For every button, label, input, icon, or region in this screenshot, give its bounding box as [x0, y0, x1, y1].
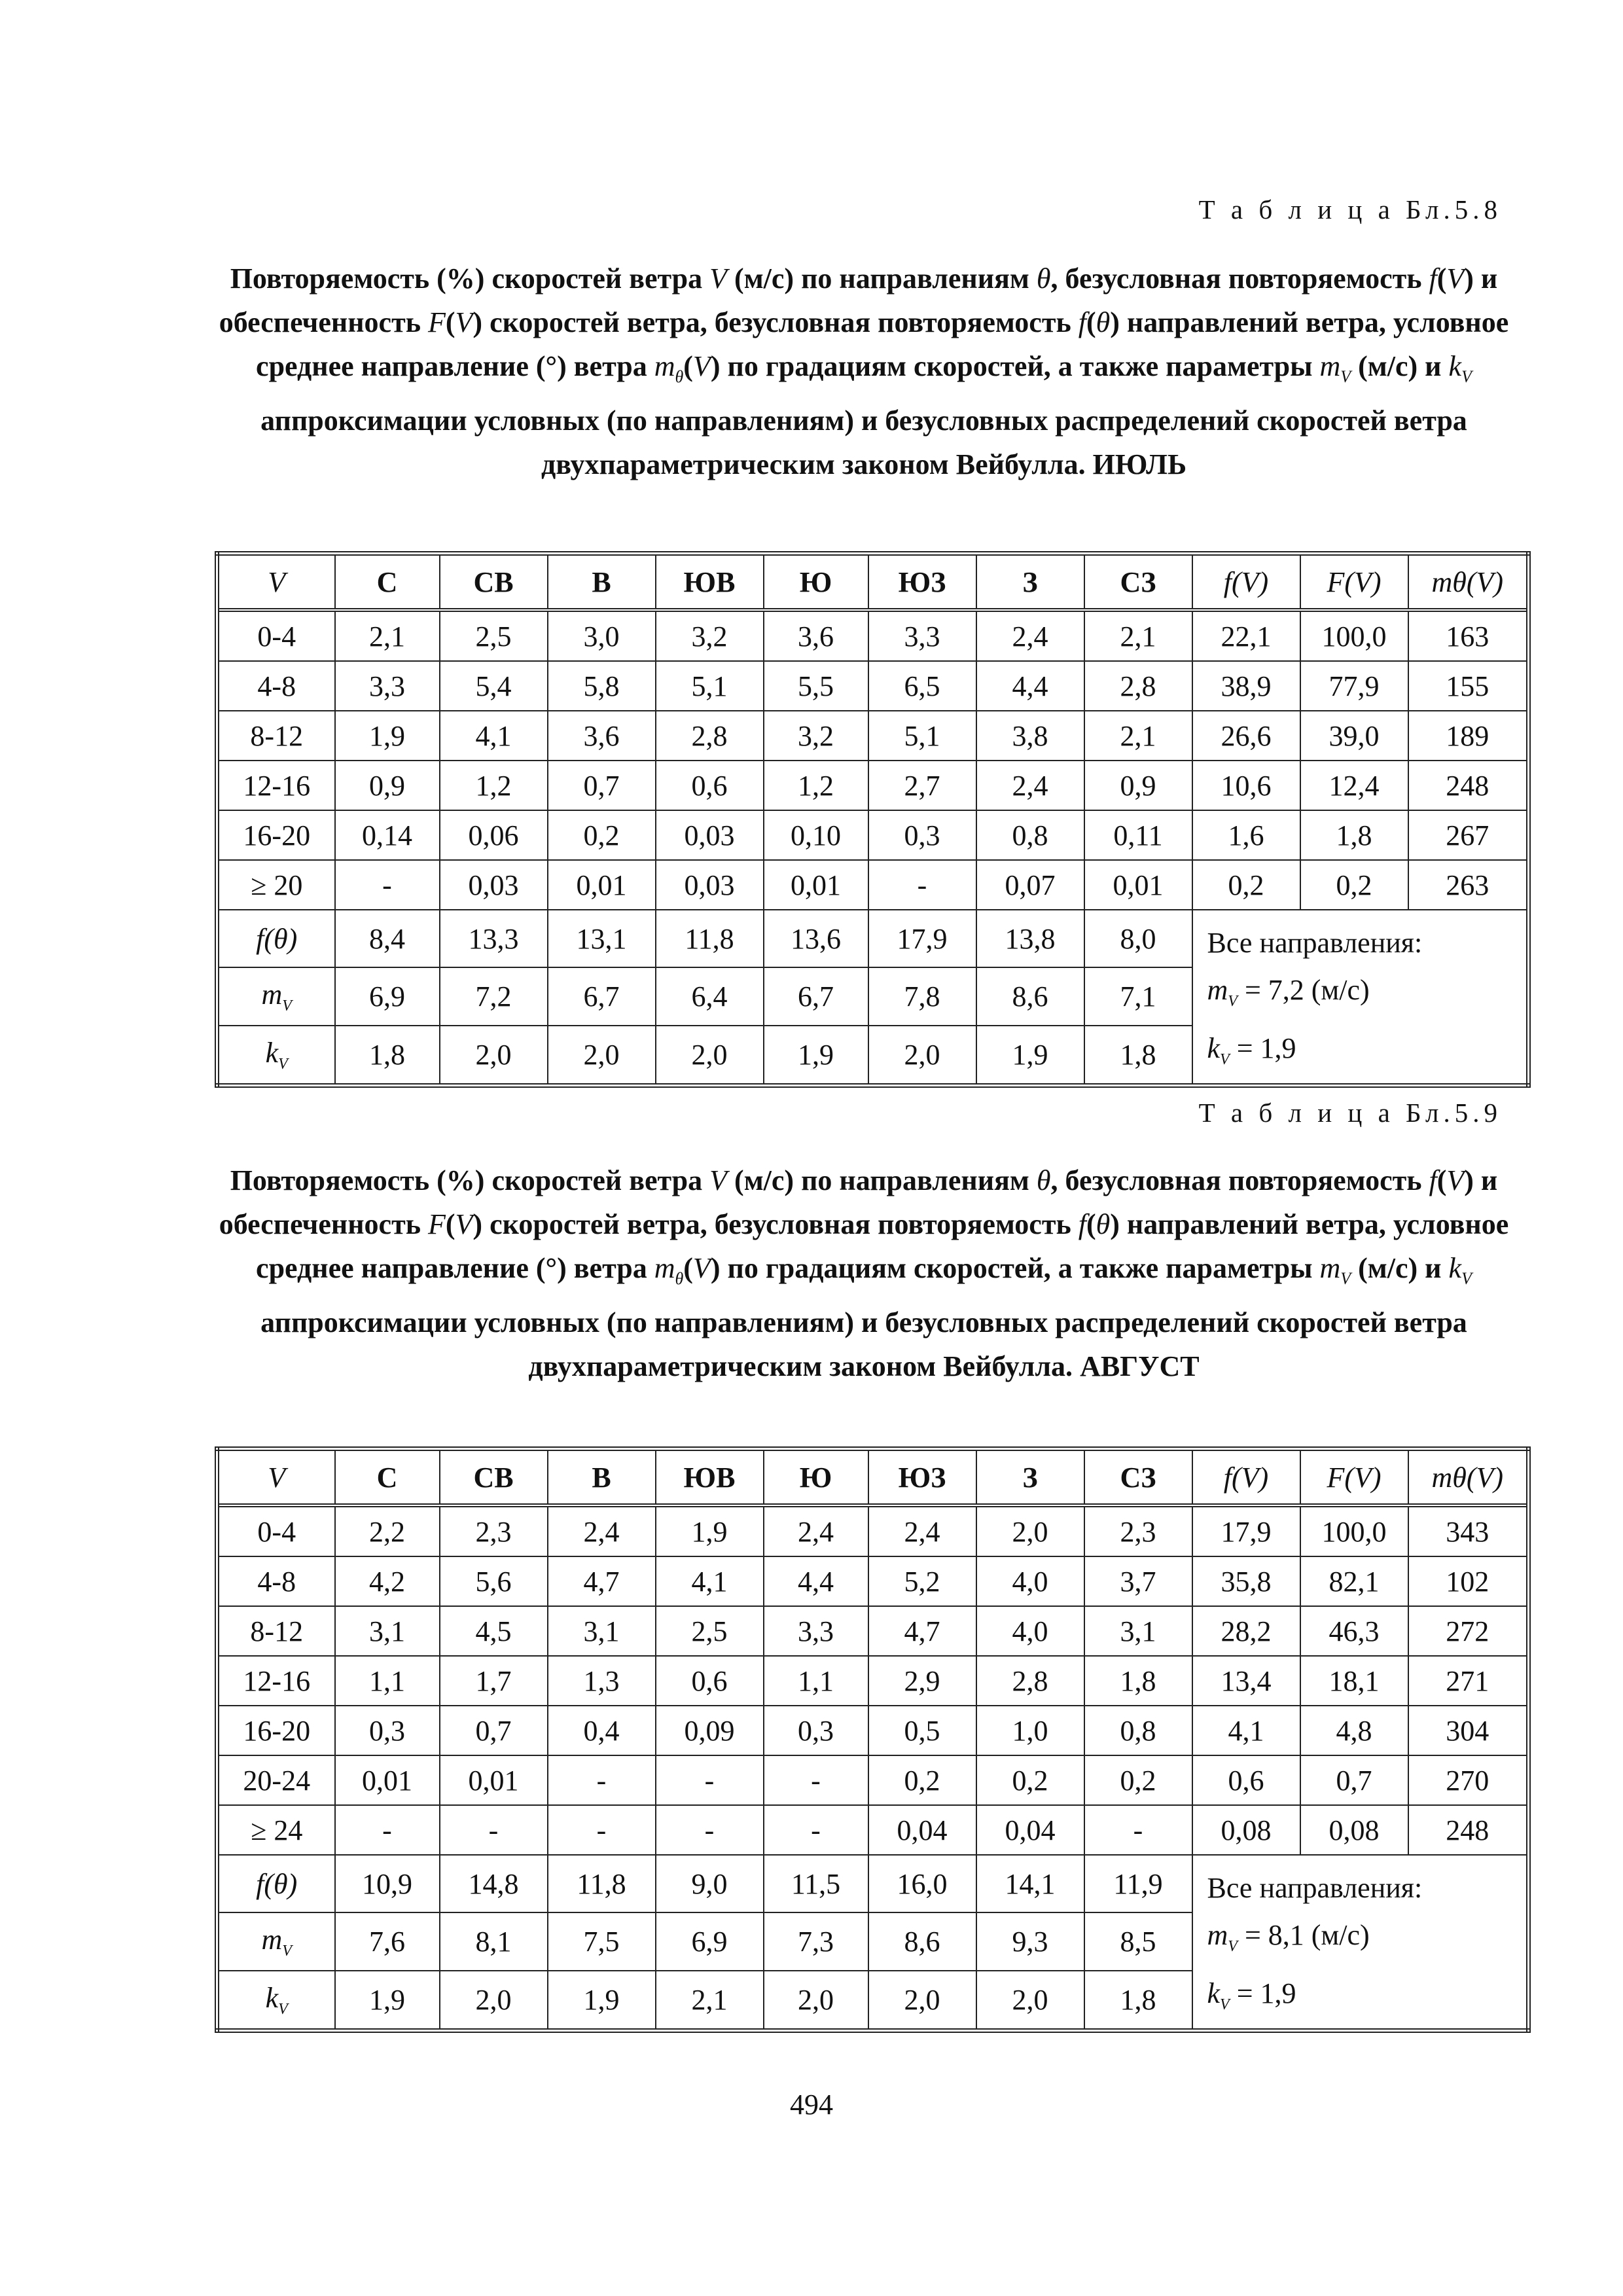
table-heading: Повторяемость (%) скоростей ветра V (м/с) по направлениям θ, безусловная повторяемость f(V) и обеспеченность F(V) скоростей ветра, безусловная повторяемость f(θ) направлений ветра, условное среднее направление (°) ветра $m_\theta(V)$ по градациям скоростей, а также параметры $m_V$ (м/с) и $k_V$ аппроксимации условных (по направлениям) и безусловных распределений скоростей ветра двухпараметрическим законом Вейбулла. ИЮЛЬ	[219, 262, 1509, 480]
row-label: f(θ)	[217, 910, 335, 967]
table-cell: 13,6	[764, 910, 868, 967]
row-label: $m_V$	[217, 1912, 335, 1970]
table-cell: 8,1	[440, 1912, 548, 1970]
row-label: 4-8	[217, 661, 335, 711]
summary-all-directions	[1192, 910, 1529, 1085]
table-cell: 2,0	[656, 1026, 764, 1085]
table-cell: 2,0	[440, 1026, 548, 1085]
table-cell: 0,01	[335, 1755, 440, 1805]
table-cell: 2,5	[656, 1606, 764, 1656]
column-header: З	[976, 1449, 1084, 1506]
table-cell: 6,7	[764, 967, 868, 1025]
column-header: Ю	[764, 1449, 868, 1506]
table-cell: 4,7	[868, 1606, 976, 1656]
column-header: В	[548, 1449, 656, 1506]
table-cell: 4,0	[976, 1606, 1084, 1656]
table-cell: 0,03	[656, 860, 764, 910]
table-cell: 12,4	[1300, 761, 1408, 810]
table-cell: 2,4	[764, 1505, 868, 1556]
table-cell: 0,6	[1192, 1755, 1300, 1805]
summary-k: $k_V = 1,9$	[1207, 1031, 1296, 1068]
table-cell: 9,0	[656, 1855, 764, 1912]
table-cell: 3,6	[764, 610, 868, 661]
row-label: f(θ)	[217, 1855, 335, 1912]
table-cell: -	[440, 1805, 548, 1855]
table-cell: -	[868, 860, 976, 910]
table-cell: 5,1	[656, 661, 764, 711]
table-cell: 2,0	[440, 1971, 548, 2030]
table-cell: 16,0	[868, 1855, 976, 1912]
table-cell: 4,1	[440, 711, 548, 761]
table-cell: 1,8	[1084, 1026, 1192, 1085]
table-cell: 14,1	[976, 1855, 1084, 1912]
table-cell: 0,03	[440, 860, 548, 910]
column-header: mθ(V)	[1408, 554, 1529, 611]
table-cell: 5,6	[440, 1556, 548, 1606]
table-cell: 0,11	[1084, 810, 1192, 860]
table-cell: 2,0	[764, 1971, 868, 2030]
table-cell: 0,04	[976, 1805, 1084, 1855]
table-cell: 4,0	[976, 1556, 1084, 1606]
wind-table-august	[215, 1446, 1531, 2033]
table-cell: 0,10	[764, 810, 868, 860]
table-cell: 11,9	[1084, 1855, 1192, 1912]
row-label: 0-4	[217, 1505, 335, 1556]
table-cell: 0,3	[764, 1706, 868, 1755]
table-cell: 1,9	[548, 1971, 656, 2030]
table-cell: 1,1	[764, 1656, 868, 1706]
table-cell: 155	[1408, 661, 1529, 711]
table-cell: 2,3	[1084, 1505, 1192, 1556]
table-cell: 3,3	[868, 610, 976, 661]
table-cell: 4,5	[440, 1606, 548, 1656]
table-row	[217, 711, 1529, 761]
table-row	[217, 810, 1529, 860]
row-label: 12-16	[217, 761, 335, 810]
table-cell: 267	[1408, 810, 1529, 860]
table-row	[217, 761, 1529, 810]
table-cell: 100,0	[1300, 610, 1408, 661]
table-cell: 2,5	[440, 610, 548, 661]
column-header: С	[335, 554, 440, 611]
table-cell: 1,9	[764, 1026, 868, 1085]
table-cell: 10,9	[335, 1855, 440, 1912]
table-cell: 18,1	[1300, 1656, 1408, 1706]
table-cell: 2,1	[335, 610, 440, 661]
table-heading: Повторяемость (%) скоростей ветра V (м/с) по направлениям θ, безусловная повторяемость f(V) и обеспеченность F(V) скоростей ветра, безусловная повторяемость f(θ) направлений ветра, условное среднее направление (°) ветра $m_\theta(V)$ по градациям скоростей, а также параметры $m_V$ (м/с) и $k_V$ аппроксимации условных (по направлениям) и безусловных распределений скоростей ветра двухпараметрическим законом Вейбулла. АВГУСТ	[219, 1164, 1509, 1382]
table-cell: 4,7	[548, 1556, 656, 1606]
table-cell: 39,0	[1300, 711, 1408, 761]
row-label: $k_V$	[217, 1026, 335, 1085]
table-cell: 2,2	[335, 1505, 440, 1556]
table-cell: -	[335, 860, 440, 910]
table-cell: 1,8	[1084, 1971, 1192, 2030]
column-header: ЮВ	[656, 554, 764, 611]
table-cell: 14,8	[440, 1855, 548, 1912]
table-cell: 7,1	[1084, 967, 1192, 1025]
table-row	[217, 860, 1529, 910]
table-cell: 0,2	[1300, 860, 1408, 910]
table-cell: 0,07	[976, 860, 1084, 910]
table-cell: -	[548, 1755, 656, 1805]
table-row	[217, 1556, 1529, 1606]
table-cell: 0,14	[335, 810, 440, 860]
table-cell: 6,5	[868, 661, 976, 711]
table-cell: 9,3	[976, 1912, 1084, 1970]
table-cell: 4,4	[976, 661, 1084, 711]
summary-m: $m_V = 8,1$ (м/с)	[1207, 1919, 1370, 1955]
table-cell: 5,1	[868, 711, 976, 761]
table-cell: 1,9	[335, 711, 440, 761]
row-label: ≥ 24	[217, 1805, 335, 1855]
table-cell: 2,1	[1084, 711, 1192, 761]
table-cell: 8,6	[868, 1912, 976, 1970]
table-cell: 3,6	[548, 711, 656, 761]
table-cell: 3,2	[656, 610, 764, 661]
table-header-row	[217, 554, 1529, 611]
table-cell: 2,4	[548, 1505, 656, 1556]
column-header: ЮЗ	[868, 1449, 976, 1506]
table-cell: 4,1	[656, 1556, 764, 1606]
table-cell: 0,2	[976, 1755, 1084, 1805]
table-cell: 4,8	[1300, 1706, 1408, 1755]
table-cell: 4,4	[764, 1556, 868, 1606]
table-cell: 8,5	[1084, 1912, 1192, 1970]
table-cell: 2,0	[976, 1505, 1084, 1556]
table-cell: 7,3	[764, 1912, 868, 1970]
table-cell: 8,0	[1084, 910, 1192, 967]
table-cell: 0,3	[868, 810, 976, 860]
table-cell: 3,2	[764, 711, 868, 761]
table-cell: 22,1	[1192, 610, 1300, 661]
table-cell: -	[656, 1805, 764, 1855]
table-cell: 270	[1408, 1755, 1529, 1805]
table-cell: 0,01	[440, 1755, 548, 1805]
table-cell: 0,06	[440, 810, 548, 860]
page-number: 494	[790, 2089, 833, 2121]
column-header: V	[217, 554, 335, 611]
table-cell: 248	[1408, 1805, 1529, 1855]
table-cell: 7,8	[868, 967, 976, 1025]
table-cell: 0,5	[868, 1706, 976, 1755]
table-cell: -	[1084, 1805, 1192, 1855]
column-header: СЗ	[1084, 1449, 1192, 1506]
table-cell: 3,0	[548, 610, 656, 661]
table-cell: 77,9	[1300, 661, 1408, 711]
table-row	[217, 1755, 1529, 1805]
row-label: $k_V$	[217, 1971, 335, 2030]
table-cell: 0,2	[548, 810, 656, 860]
table-cell: 38,9	[1192, 661, 1300, 711]
table-cell: 11,8	[656, 910, 764, 967]
table-cell: 0,2	[1084, 1755, 1192, 1805]
table-cell: 1,9	[976, 1026, 1084, 1085]
table-cell: 7,2	[440, 967, 548, 1025]
table-cell: 1,0	[976, 1706, 1084, 1755]
table-cell: 1,3	[548, 1656, 656, 1706]
table-cell: 13,8	[976, 910, 1084, 967]
column-header: ЮВ	[656, 1449, 764, 1506]
row-label: 16-20	[217, 1706, 335, 1755]
row-label: $m_V$	[217, 967, 335, 1025]
table-cell: 2,4	[868, 1505, 976, 1556]
table-cell: 2,0	[548, 1026, 656, 1085]
summary-title: Все направления:	[1207, 1872, 1423, 1904]
table-cell: 0,2	[868, 1755, 976, 1805]
table-cell: 1,9	[335, 1971, 440, 2030]
table-cell: 1,9	[656, 1505, 764, 1556]
table-cell: 0,09	[656, 1706, 764, 1755]
column-header: Ю	[764, 554, 868, 611]
table-cell: 0,8	[1084, 1706, 1192, 1755]
column-header: F(V)	[1300, 554, 1408, 611]
table-cell: 0,3	[335, 1706, 440, 1755]
table-cell: 26,6	[1192, 711, 1300, 761]
table-cell: 2,0	[868, 1026, 976, 1085]
table-cell: 6,9	[335, 967, 440, 1025]
table-cell: 17,9	[868, 910, 976, 967]
table-cell: 3,3	[764, 1606, 868, 1656]
summary-m: $m_V = 7,2$ (м/с)	[1207, 974, 1370, 1010]
row-label: 12-16	[217, 1656, 335, 1706]
table-cell: 2,1	[656, 1971, 764, 2030]
table-cell: 13,4	[1192, 1656, 1300, 1706]
summary-all-directions	[1192, 1855, 1529, 2030]
table-cell: 271	[1408, 1656, 1529, 1706]
table-cell: 7,5	[548, 1912, 656, 1970]
column-header: mθ(V)	[1408, 1449, 1529, 1506]
table-cell: 1,1	[335, 1656, 440, 1706]
table-row	[217, 610, 1529, 661]
table-cell: 2,4	[976, 761, 1084, 810]
wind-table-july	[215, 551, 1531, 1088]
table-cell: 304	[1408, 1706, 1529, 1755]
table-cell: 1,6	[1192, 810, 1300, 860]
table-cell: 35,8	[1192, 1556, 1300, 1606]
table-cell: 82,1	[1300, 1556, 1408, 1606]
table-cell: 2,8	[976, 1656, 1084, 1706]
column-header: З	[976, 554, 1084, 611]
table-cell: 0,08	[1192, 1805, 1300, 1855]
table-cell: 2,3	[440, 1505, 548, 1556]
table-cell: 0,6	[656, 1656, 764, 1706]
table-cell: 1,8	[1084, 1656, 1192, 1706]
table-cell: 17,9	[1192, 1505, 1300, 1556]
table-row-f-theta	[217, 1855, 1529, 1912]
table-cell: 3,1	[335, 1606, 440, 1656]
table-cell: -	[548, 1805, 656, 1855]
table-cell: 272	[1408, 1606, 1529, 1656]
table-cell: 163	[1408, 610, 1529, 661]
table-cell: 0,08	[1300, 1805, 1408, 1855]
table-cell: 0,7	[548, 761, 656, 810]
table-cell: 46,3	[1300, 1606, 1408, 1656]
table-cell: 0,9	[335, 761, 440, 810]
table-cell: 2,4	[976, 610, 1084, 661]
summary-title: Все направления:	[1207, 927, 1423, 959]
table-cell: 1,2	[764, 761, 868, 810]
table-row-f-theta	[217, 910, 1529, 967]
table-cell: -	[335, 1805, 440, 1855]
column-header: СВ	[440, 554, 548, 611]
table-cell: 10,6	[1192, 761, 1300, 810]
table-cell: 2,7	[868, 761, 976, 810]
table-cell: 11,8	[548, 1855, 656, 1912]
table-cell: 102	[1408, 1556, 1529, 1606]
table-row	[217, 1505, 1529, 1556]
table-label: Т а б л и ц а Бл.5.8	[1198, 194, 1502, 224]
table-cell: 13,1	[548, 910, 656, 967]
table-cell: 4,1	[1192, 1706, 1300, 1755]
row-label: 4-8	[217, 1556, 335, 1606]
table-cell: -	[764, 1755, 868, 1805]
table-cell: 0,7	[440, 1706, 548, 1755]
table-cell: 0,01	[1084, 860, 1192, 910]
table-cell: 7,6	[335, 1912, 440, 1970]
table-cell: 3,3	[335, 661, 440, 711]
table-row	[217, 1706, 1529, 1755]
table-cell: 0,7	[1300, 1755, 1408, 1805]
row-label: 0-4	[217, 610, 335, 661]
table-cell: 6,9	[656, 1912, 764, 1970]
table-cell: 2,8	[1084, 661, 1192, 711]
table-row	[217, 1805, 1529, 1855]
table-cell: 13,3	[440, 910, 548, 967]
table-cell: 0,4	[548, 1706, 656, 1755]
column-header: F(V)	[1300, 1449, 1408, 1506]
table-row	[217, 1606, 1529, 1656]
column-header: f(V)	[1192, 554, 1300, 611]
row-label: ≥ 20	[217, 860, 335, 910]
table-cell: 189	[1408, 711, 1529, 761]
table-cell: 11,5	[764, 1855, 868, 1912]
table-cell: 3,1	[1084, 1606, 1192, 1656]
table-cell: 6,4	[656, 967, 764, 1025]
table-cell: 2,9	[868, 1656, 976, 1706]
table-row	[217, 1656, 1529, 1706]
row-label: 8-12	[217, 711, 335, 761]
row-label: 8-12	[217, 1606, 335, 1656]
table-cell: 263	[1408, 860, 1529, 910]
table-cell: 0,2	[1192, 860, 1300, 910]
table-label: Т а б л и ц а Бл.5.9	[1198, 1098, 1502, 1128]
table-cell: 2,8	[656, 711, 764, 761]
table-cell: 2,0	[976, 1971, 1084, 2030]
column-header: В	[548, 554, 656, 611]
table-cell: 4,2	[335, 1556, 440, 1606]
table-cell: 2,1	[1084, 610, 1192, 661]
table-cell: 5,8	[548, 661, 656, 711]
table-cell: 28,2	[1192, 1606, 1300, 1656]
table-cell: 0,04	[868, 1805, 976, 1855]
table-cell: 6,7	[548, 967, 656, 1025]
table-cell: 0,8	[976, 810, 1084, 860]
table-cell: 3,7	[1084, 1556, 1192, 1606]
column-header: ЮЗ	[868, 554, 976, 611]
table-cell: 8,6	[976, 967, 1084, 1025]
table-row	[217, 661, 1529, 711]
table-cell: 5,5	[764, 661, 868, 711]
column-header: С	[335, 1449, 440, 1506]
row-label: 20-24	[217, 1755, 335, 1805]
row-label: 16-20	[217, 810, 335, 860]
table-cell: 0,01	[764, 860, 868, 910]
table-cell: 100,0	[1300, 1505, 1408, 1556]
table-cell: 5,2	[868, 1556, 976, 1606]
table-header-row	[217, 1449, 1529, 1506]
table-cell: 5,4	[440, 661, 548, 711]
table-cell: 0,6	[656, 761, 764, 810]
table-cell: 3,8	[976, 711, 1084, 761]
table-cell: 1,7	[440, 1656, 548, 1706]
table-cell: 1,8	[335, 1026, 440, 1085]
table-cell: 248	[1408, 761, 1529, 810]
table-cell: 1,8	[1300, 810, 1408, 860]
table-cell: 3,1	[548, 1606, 656, 1656]
summary-k: $k_V = 1,9$	[1207, 1977, 1296, 2013]
table-cell: 0,9	[1084, 761, 1192, 810]
table-cell: -	[764, 1805, 868, 1855]
table-cell: -	[656, 1755, 764, 1805]
table-cell: 343	[1408, 1505, 1529, 1556]
column-header: f(V)	[1192, 1449, 1300, 1506]
table-cell: 8,4	[335, 910, 440, 967]
table-cell: 0,03	[656, 810, 764, 860]
table-cell: 1,2	[440, 761, 548, 810]
table-cell: 2,0	[868, 1971, 976, 2030]
column-header: V	[217, 1449, 335, 1506]
column-header: СЗ	[1084, 554, 1192, 611]
column-header: СВ	[440, 1449, 548, 1506]
table-cell: 0,01	[548, 860, 656, 910]
